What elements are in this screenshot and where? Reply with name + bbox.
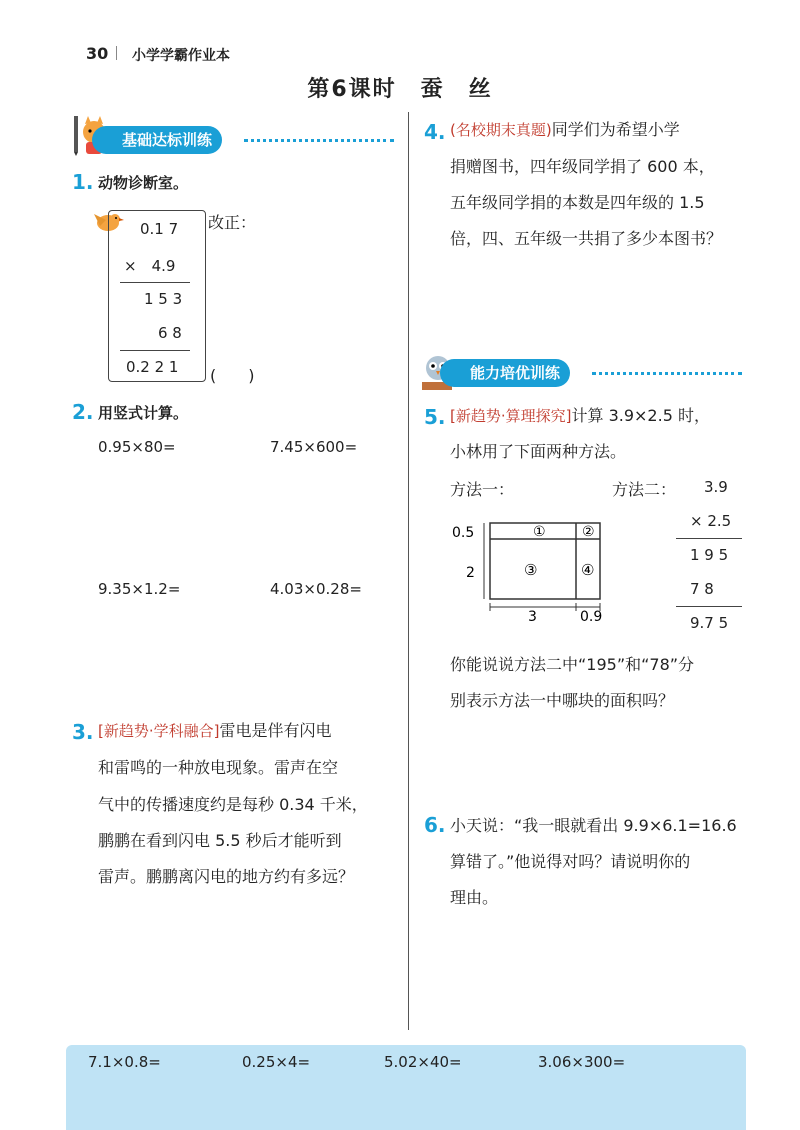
calc-row: × 2.5 xyxy=(690,512,732,530)
dimension-label: 2 xyxy=(466,565,475,581)
question-4-number: 4. xyxy=(424,120,446,144)
question-3-line: 和雷鸣的一种放电现象。雷声在空 xyxy=(98,758,339,777)
page-title: 第6课时 蚕 丝 xyxy=(307,77,493,102)
question-5-tag: [新趋势·算理探究] xyxy=(450,407,572,425)
area-diagram xyxy=(448,515,618,629)
calc-row: 1 5 3 xyxy=(144,290,183,308)
calc-row: 3.9 xyxy=(704,478,728,496)
calc-problem: 0.95×80= xyxy=(98,438,176,456)
question-6-line: 理由。 xyxy=(450,888,499,907)
region-label: ① xyxy=(533,524,546,540)
calc-problem: 7.45×600= xyxy=(270,438,358,456)
question-4-line: 倍，四、五年级一共捐了多少本图书？ xyxy=(450,229,723,248)
question-1-prompt: 动物诊断室。 xyxy=(98,174,189,192)
question-3-line: 气中的传播速度约是每秒 0.34 千米， xyxy=(98,795,368,814)
question-2-prompt: 用竖式计算。 xyxy=(98,404,189,422)
dimension-label: 0.9 xyxy=(580,609,603,625)
footer-problem: 3.06×300= xyxy=(538,1053,626,1071)
question-5-number: 5. xyxy=(424,405,446,429)
region-label: ④ xyxy=(581,561,595,579)
question-3-line-1: [新趋势·学科融合]雷电是伴有闪电 xyxy=(98,721,332,740)
question-6-number: 6. xyxy=(424,813,446,837)
question-3-tag: [新趋势·学科融合] xyxy=(98,722,220,740)
page-number: 30 xyxy=(86,44,109,63)
method-1-label: 方法一： xyxy=(450,480,515,499)
question-5-line: 小林用了下面两种方法。 xyxy=(450,442,627,461)
footer-problem: 7.1×0.8= xyxy=(88,1053,161,1071)
calc-row: 6 8 xyxy=(158,324,182,342)
calc-line xyxy=(120,282,190,283)
column-divider xyxy=(408,112,409,1030)
region-label: ③ xyxy=(524,561,538,579)
footer-practice-strip xyxy=(66,1045,746,1130)
calc-problem: 4.03×0.28= xyxy=(270,580,362,598)
calc-row: × 4.9 xyxy=(124,257,176,275)
calc-line xyxy=(120,350,190,351)
question-4-line: 捐赠图书，四年级同学捐了 600 本， xyxy=(450,157,715,176)
section-basic-training: 基础达标训练 xyxy=(92,126,222,154)
section-dotted-line xyxy=(592,372,742,375)
question-5-line: 你能说说方法二中“195”和“78”分 xyxy=(450,655,695,674)
question-3-line: 鹏鹏在看到闪电 5.5 秒后才能听到 xyxy=(98,831,342,850)
question-4-line-1: (名校期末真题)同学们为希望小学 xyxy=(450,120,680,139)
correction-label: 改正： xyxy=(208,213,257,232)
calc-row: 9.7 5 xyxy=(690,614,729,632)
question-4-tag: (名校期末真题) xyxy=(450,121,552,139)
footer-problem: 0.25×4= xyxy=(242,1053,311,1071)
question-5-line-1: [新趋势·算理探究]计算 3.9×2.5 时， xyxy=(450,406,710,425)
book-title: 小学学霸作业本 xyxy=(132,48,230,64)
calc-row: 7 8 xyxy=(690,580,714,598)
footer-problem: 5.02×40= xyxy=(384,1053,462,1071)
section-dotted-line xyxy=(244,139,394,142)
method-2-label: 方法二： xyxy=(612,480,677,499)
question-2-number: 2. xyxy=(72,400,94,424)
question-5-line: 别表示方法一中哪块的面积吗？ xyxy=(450,691,675,710)
calc-row: 1 9 5 xyxy=(690,546,729,564)
calc-problem: 9.35×1.2= xyxy=(98,580,181,598)
calc-row: 0.1 7 xyxy=(140,220,179,238)
region-label: ② xyxy=(582,524,595,540)
question-6-line: 算错了。”他说得对吗？请说明你的 xyxy=(450,852,691,871)
section-advanced-training: 能力培优训练 xyxy=(440,359,570,387)
dimension-label: 3 xyxy=(528,609,537,625)
header-divider xyxy=(116,46,117,60)
question-6-line: 小天说：“我一眼就看出 9.9×6.1=16.6 xyxy=(450,816,737,835)
dimension-label: 0.5 xyxy=(452,525,475,541)
question-4-line: 五年级同学捐的本数是四年级的 1.5 xyxy=(450,193,705,212)
calc-line xyxy=(676,606,742,607)
calc-line xyxy=(676,538,742,539)
question-3-number: 3. xyxy=(72,720,94,744)
question-1-number: 1. xyxy=(72,170,94,194)
question-3-line: 雷声。鹏鹏离闪电的地方约有多远？ xyxy=(98,867,355,886)
calc-row: 0.2 2 1 xyxy=(126,358,179,376)
answer-parens: ( ) xyxy=(210,366,255,385)
